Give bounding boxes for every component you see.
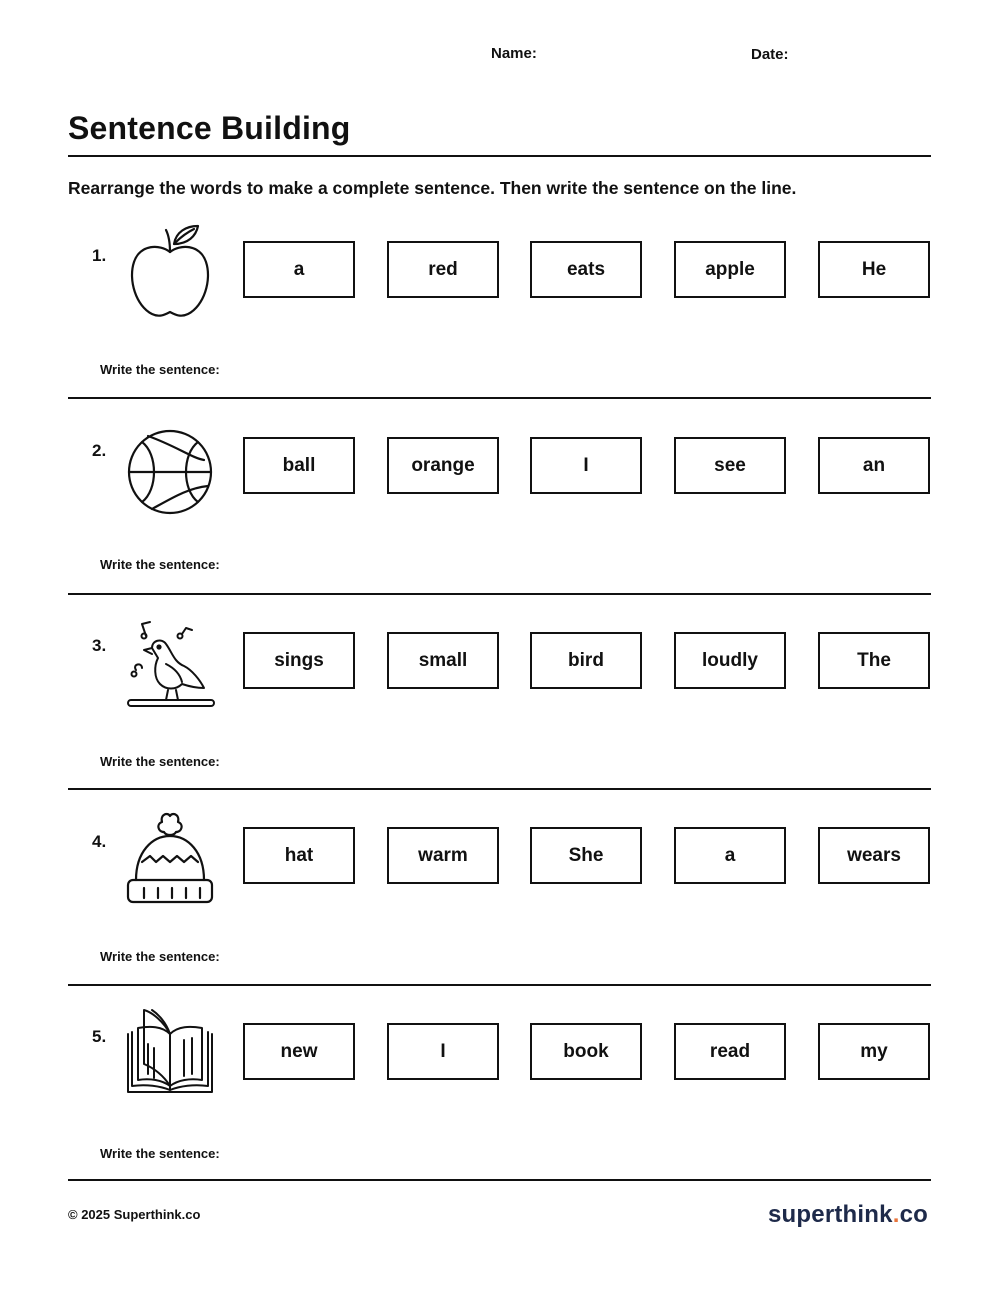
word-tile[interactable]: wears [818, 827, 930, 884]
word-tile[interactable]: an [818, 437, 930, 494]
word-tile[interactable]: see [674, 437, 786, 494]
word-tile[interactable]: bird [530, 632, 642, 689]
word-tile[interactable]: a [243, 241, 355, 298]
question-number: 5. [92, 1027, 107, 1046]
basketball-icon [122, 422, 218, 522]
word-tile[interactable]: I [530, 437, 642, 494]
open-book-icon [122, 1004, 218, 1104]
copyright: © 2025 Superthink.co [68, 1207, 201, 1222]
word-tile[interactable]: book [530, 1023, 642, 1080]
brand-dot: . [892, 1201, 900, 1228]
write-sentence-label: Write the sentence: [100, 362, 220, 377]
word-tile[interactable]: eats [530, 241, 642, 298]
write-sentence-label: Write the sentence: [100, 1146, 220, 1161]
word-tile[interactable]: read [674, 1023, 786, 1080]
write-sentence-label: Write the sentence: [100, 754, 220, 769]
word-tile[interactable]: a [674, 827, 786, 884]
word-tile[interactable]: loudly [674, 632, 786, 689]
answer-line[interactable] [68, 984, 931, 986]
write-sentence-label: Write the sentence: [100, 949, 220, 964]
question-number: 2. [92, 441, 107, 460]
word-tile[interactable]: small [387, 632, 499, 689]
brand-suffix: co [899, 1201, 928, 1228]
word-tile[interactable]: sings [243, 632, 355, 689]
name-label: Name: [491, 45, 537, 62]
word-tile[interactable]: She [530, 827, 642, 884]
word-tile[interactable]: apple [674, 241, 786, 298]
answer-line[interactable] [68, 788, 931, 790]
brand-name: superthink [768, 1201, 893, 1228]
word-tile[interactable]: new [243, 1023, 355, 1080]
answer-line[interactable] [68, 397, 931, 399]
write-sentence-label: Write the sentence: [100, 557, 220, 572]
question-number: 4. [92, 832, 107, 851]
word-tile[interactable]: I [387, 1023, 499, 1080]
word-tile[interactable]: hat [243, 827, 355, 884]
answer-line[interactable] [68, 1179, 931, 1181]
singing-bird-icon [122, 614, 218, 714]
word-tile[interactable]: ball [243, 437, 355, 494]
word-tile[interactable]: orange [387, 437, 499, 494]
question-number: 1. [92, 246, 107, 265]
brand-logo[interactable] [768, 1201, 928, 1229]
word-tile[interactable]: warm [387, 827, 499, 884]
date-label: Date: [751, 46, 789, 63]
word-tile[interactable]: my [818, 1023, 930, 1080]
page-title: Sentence Building [68, 110, 351, 146]
question-number: 3. [92, 636, 107, 655]
winter-hat-icon [122, 808, 218, 908]
instructions: Rearrange the words to make a complete sentence. Then write the sentence on the line. [68, 178, 797, 198]
word-tile[interactable]: The [818, 632, 930, 689]
word-tile[interactable]: He [818, 241, 930, 298]
answer-line[interactable] [68, 593, 931, 595]
word-tile[interactable]: red [387, 241, 499, 298]
apple-icon [122, 222, 218, 322]
title-divider [68, 155, 931, 157]
